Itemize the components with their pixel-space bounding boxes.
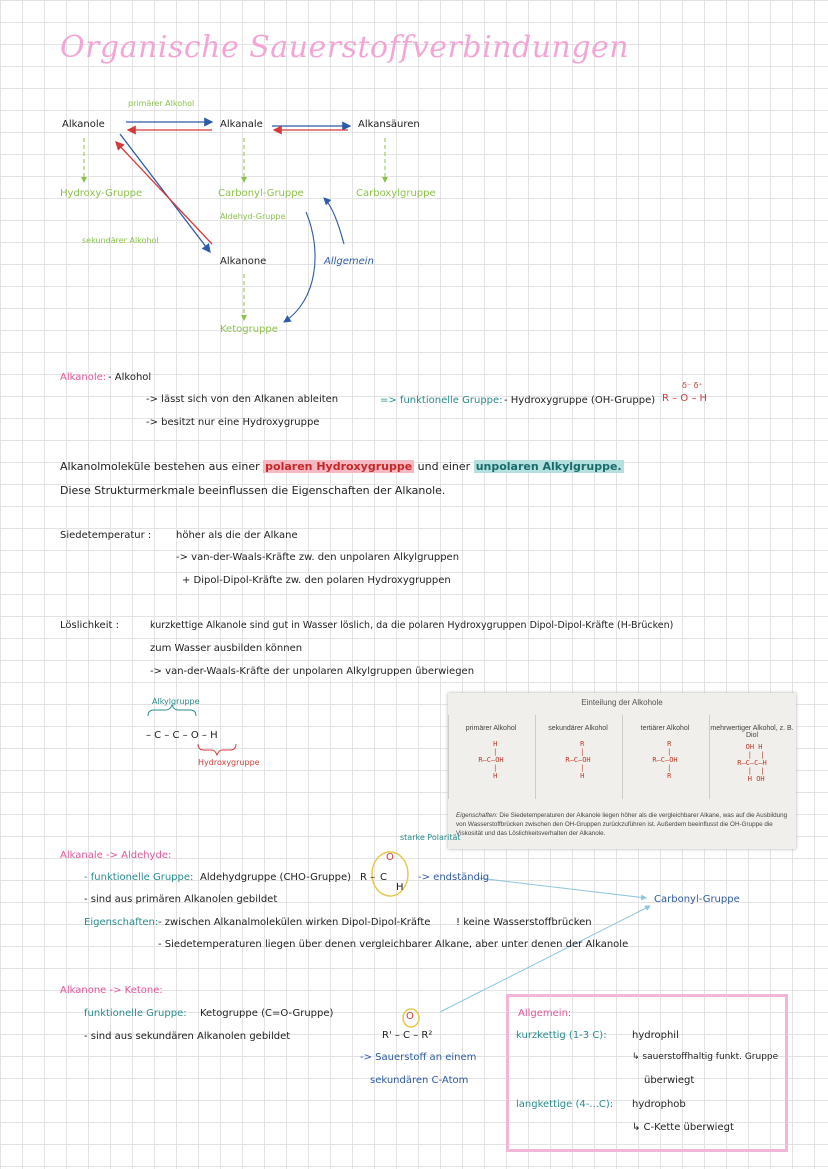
allg-k2v: hydrophob [632,1099,686,1110]
funct-delta: δ⁻ δ⁺ [682,381,703,390]
page-title: Organische Sauerstoffverbindungen [60,30,630,65]
loes-l1: kurzkettige Alkanole sind gut in Wasser löslich, da die polaren Hydroxygruppen Dipol-Dipol-Kräfte (H-Brücken) [150,620,674,631]
siede-l3: + Dipol-Dipol-Kräfte zw. den polaren Hydroxygruppen [182,575,451,586]
allg-k2: langkettige (4-...C): [516,1099,614,1110]
table-col-formula: OH H | | R–C–C–H | | H OH [737,743,767,783]
allg-k1v: hydrophil [632,1030,679,1041]
molekuele-line2: Diese Strukturmerkmale beeinflussen die Eigenschaften der Alkanole. [60,484,446,497]
loes-l3: -> van-der-Waals-Kräfte der unpolaren Alkylgruppen überwiegen [150,666,475,677]
alkanale-l3a: Eigenschaften: [84,917,159,928]
alkanale-l1a: - funktionelle Gruppe: [84,872,194,883]
node-carbonyl: Carbonyl-Gruppe [218,188,304,199]
keto-o: O [406,1011,414,1022]
alkanole-line1: -> lässt sich von den Alkanen ableiten [146,394,339,405]
table-props-text: Die Siedetemperaturen der Alkanole liegen höher als die vergleichbarer Alkane, was auf die Ausbildung von Wasserstoffbrücken zwischen den OH-Gruppen zurückzuführen ist. Außerdem beeinflusst die OH-Gruppe die Viskosität und das Löslichkeitsverhalten der Alkanole. [456,812,788,837]
molekuele-line1 [60,460,624,473]
table-props [456,811,791,838]
table-col-head: mehrwertiger Alkohol, z. B. Diol [710,725,794,739]
siede-l2: -> van-der-Waals-Kräfte zw. den unpolaren Alkylgruppen [176,552,460,563]
aldehyd-h: H [396,882,404,893]
alkanole-line2: -> besitzt nur eine Hydroxygruppe [146,417,320,428]
node-carboxyl: Carboxylgruppe [356,188,436,199]
label-sekundaer: sekundärer Alkohol [82,236,159,245]
alkanale-l1b: Aldehydgruppe (CHO-Gruppe) [200,872,352,883]
table-col-formula: H | R–C–OH | H [478,740,504,780]
allg-k1n2: überwiegt [644,1075,695,1086]
node-alkansaeuren: Alkansäuren [358,119,420,130]
label-primaer: primärer Alkohol [128,99,195,108]
alkanole-heading: Alkanole: [60,372,107,383]
table-col-head: primärer Alkohol [465,725,517,732]
alkanone-heading: Alkanone -> Ketone: [60,985,163,996]
node-alkanole: Alkanole [62,119,105,130]
alkanale-stack: starke Polarität [400,833,461,842]
alkanale-l2: - sind aus primären Alkanolen gebildet [84,894,278,905]
alkanale-heading: Alkanale -> Aldehyde: [60,850,172,861]
table-props-label: Eigenschaften: [456,812,498,819]
alkanole-sub: - Alkohol [108,372,152,383]
alkanone-l2: - sind aus sekundären Alkanolen gebildet [84,1031,291,1042]
carbonyl-target: Carbonyl-Gruppe [654,894,740,905]
highlight-unpolar: unpolaren Alkylgruppe. [475,460,622,473]
node-keto: Ketogruppe [220,324,278,335]
table-col-head: sekundärer Alkohol [548,725,608,732]
keto-formula: R' – C – R² [382,1030,433,1041]
aldehyd-c: C [380,872,387,883]
funct-text: - Hydroxygruppe (OH-Gruppe) [504,395,656,406]
keto-n1: -> Sauerstoff an einem [360,1052,477,1063]
table-col-head: tertiärer Alkohol [640,725,690,732]
funct-formula: R – O – H [662,393,708,404]
struct-formula: – C – C – O – H [146,730,218,741]
table-col-formula: R | R–C–OH | R [652,740,678,780]
table-col-mehrwertig [709,715,794,799]
allg-k1: kurzkettig (1-3 C): [516,1030,607,1041]
keto-n2: sekundären C-Atom [370,1075,469,1086]
label-allgemein: Allgemein [324,256,374,267]
link-aldehyd-carbonyl [478,878,646,898]
table-col-primaer [448,715,533,799]
highlight-polar: polaren Hydroxygruppe [265,460,413,473]
curve-allgemein-keto [284,212,315,322]
molekuele-p2: und einer [417,460,471,473]
alkanone-l1b: Ketogruppe (C=O-Gruppe) [200,1008,334,1019]
brace-hydroxy [198,744,236,755]
aldehyd-end: -> endständig [418,872,490,883]
aldehyd-r: R – [360,872,376,883]
node-hydroxy: Hydroxy-Gruppe [60,188,143,199]
alkanale-l3b: - zwischen Alkanalmolekülen wirken Dipol-Dipol-Kräfte [158,917,431,928]
struct-alkyl: Alkylgruppe [152,697,200,706]
table-col-formula: R | R–C–OH | H [565,740,591,780]
aldehyd-o: O [386,852,394,863]
alkohol-table [448,693,796,849]
allg-k2n: ↳ C-Kette überwiegt [632,1122,734,1133]
alkanale-l4: - Siedetemperaturen liegen über denen vergleichbarer Alkane, aber unter denen der Alkanole [158,939,629,950]
allg-title: Allgemein: [518,1008,572,1019]
curve-allgemein-carbonyl [324,198,344,244]
node-alkanale: Alkanale [220,119,263,130]
table-title: Einteilung der Alkohole [581,698,663,707]
table-col-sekundaer [535,715,620,799]
alkanone-l1a: funktionelle Gruppe: [84,1008,187,1019]
molekuele-p1: Alkanolmoleküle bestehen aus einer [60,460,260,473]
allg-k1n: ↳ sauerstoffhaltig funkt. Gruppe [632,1052,779,1062]
table-col-tertiaer [622,715,707,799]
loes-label: Löslichkeit : [60,620,119,631]
node-alkanone: Alkanone [220,256,267,267]
struct-hydroxy: Hydroxygruppe [198,758,260,767]
siede-l1: höher als die der Alkane [176,530,298,541]
siede-label: Siedetemperatur : [60,530,152,541]
brace-alkyl [148,705,196,716]
funct-label: => funktionelle Gruppe: [380,395,503,406]
loes-l2: zum Wasser ausbilden können [150,643,303,654]
node-aldehyd: Aldehyd-Gruppe [220,212,286,221]
alkanale-l3c: ! keine Wasserstoffbrücken [456,917,592,928]
